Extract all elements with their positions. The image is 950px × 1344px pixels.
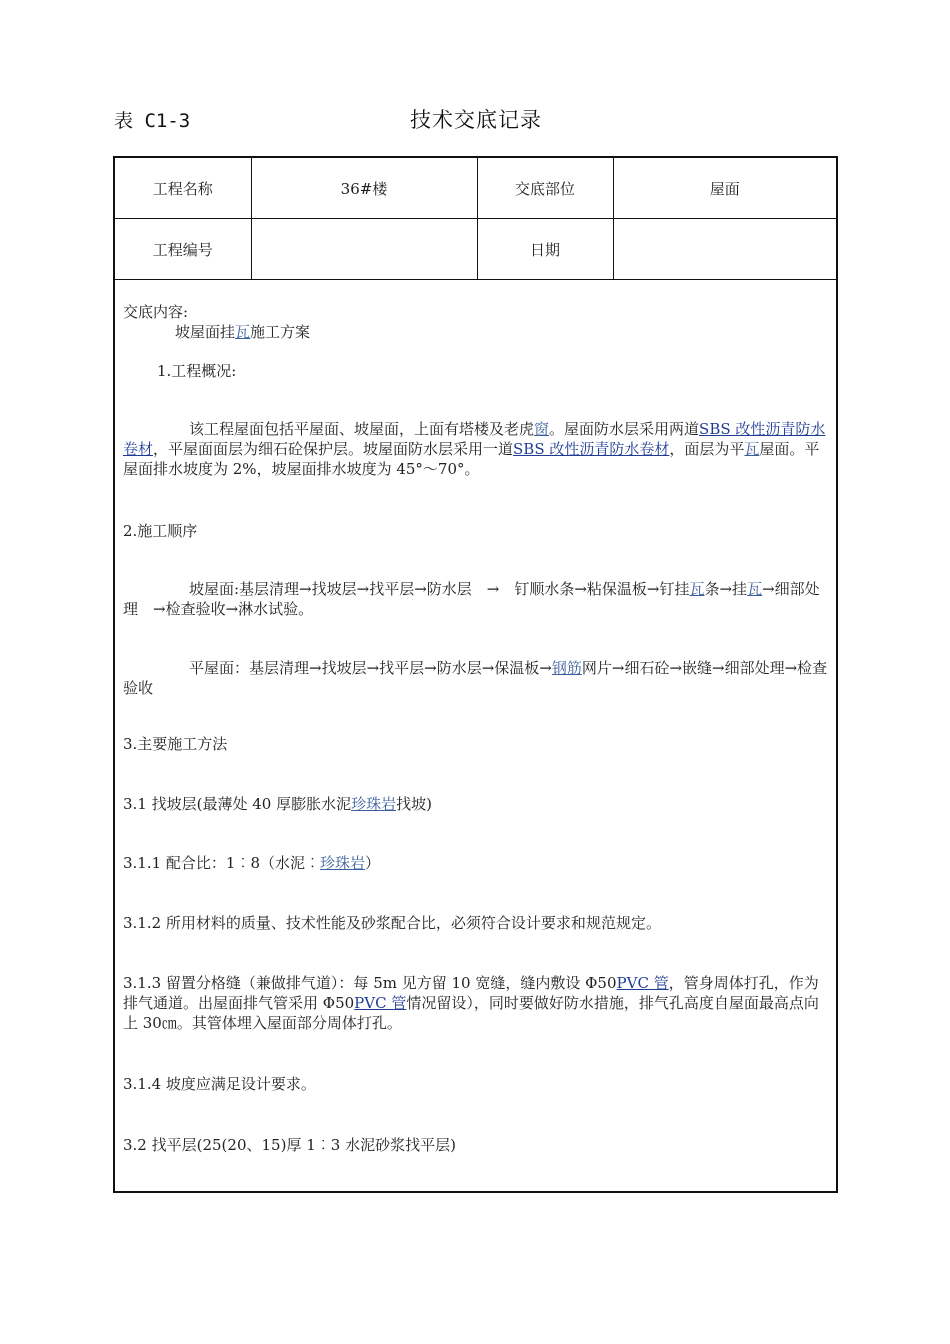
project-no-label: 工程编号	[115, 219, 251, 280]
body-text: ，平屋面面层为细石砼保护层。坡屋面防水层采用一道	[153, 440, 514, 458]
plan-title	[175, 322, 310, 342]
plan-title-text: 施工方案	[250, 323, 311, 341]
document-title: 技术交底记录	[410, 108, 542, 132]
project-no-value	[251, 219, 477, 280]
section-3-2: 3.2 找平层(25(20、15)厚 1︰3 水泥砂浆找平层)	[123, 1136, 456, 1154]
project-name-label: 工程名称	[115, 158, 251, 219]
section-3-1-2: 3.1.2 所用材料的质量、技术性能及砂浆配合比，必须符合设计要求和规范规定。	[123, 914, 661, 932]
content-heading: 交底内容:	[123, 303, 189, 321]
section-3-title: 3.主要施工方法	[123, 735, 228, 753]
section-3-1-4: 3.1.4 坡度应满足设计要求。	[123, 1075, 316, 1093]
plan-title-text: 坡屋面挂	[175, 323, 236, 341]
tile-link[interactable]: 瓦	[744, 440, 760, 458]
section-3-1-3	[123, 973, 830, 1033]
pvc-pipe-link[interactable]: PVC 管	[616, 974, 669, 992]
body-text: 网片→细石砼→嵌缝→细部处理→检查验收	[123, 659, 828, 697]
section-1-title: 1.工程概况:	[157, 362, 237, 380]
sbs-membrane-link[interactable]: SBS 改性沥青防水卷材	[123, 420, 826, 458]
flat-roof-sequence	[123, 658, 830, 698]
table-row	[115, 219, 836, 280]
tile-link[interactable]: 瓦	[235, 323, 251, 341]
rebar-link[interactable]: 钢筋	[551, 659, 582, 677]
section-2-title: 2.施工顺序	[123, 522, 198, 540]
body-text: 该工程屋面包括平屋面、坡屋面，上面有塔楼及老虎	[189, 420, 535, 438]
location-value: 屋面	[613, 158, 836, 219]
body-text: ，管身周体打孔，作为排气通道。出屋面排气管采用 Φ50	[123, 974, 819, 1012]
body-text: 3.1.3 留置分格缝（兼做排气道）：每 5m 见方留 10 宽缝，缝内敷设 Φ50	[123, 974, 617, 992]
record-sheet	[113, 156, 838, 1193]
slope-roof-sequence	[123, 579, 830, 619]
body-text: 。屋面防水层采用两道	[549, 420, 700, 438]
tile-link[interactable]: 瓦	[689, 580, 705, 598]
perlite-link[interactable]: 珍珠岩	[320, 854, 366, 872]
sbs-membrane-link[interactable]: SBS 改性沥青防水卷材	[513, 440, 670, 458]
window-link[interactable]: 窗	[534, 420, 550, 438]
perlite-link[interactable]: 珍珠岩	[351, 795, 397, 813]
body-text: 屋面。平屋面排水坡度为 2%，坡屋面排水坡度为 45°～70°。	[123, 440, 820, 478]
body-text: 条→挂	[704, 580, 748, 598]
form-code: 表 C1-3	[114, 110, 191, 132]
location-label: 交底部位	[477, 158, 613, 219]
section-3-1	[123, 794, 432, 814]
date-label: 日期	[477, 219, 613, 280]
info-table	[115, 158, 836, 280]
date-value	[613, 219, 836, 280]
body-text: 3.1.1 配合比：1︰8（水泥︰	[123, 854, 321, 872]
section-3-1-1	[123, 853, 380, 873]
pvc-pipe-link[interactable]: PVC 管	[354, 994, 407, 1012]
project-name-value: 36#楼	[251, 158, 477, 219]
body-text: 坡屋面:基层清理→找坡层→找平层→防水层 → 钉顺水条→粘保温板→钉挂	[189, 580, 690, 598]
body-text: 情况留设），同时要做好防水措施，排气孔高度自屋面最高点向上 30㎝。其管体埋入屋面部分周体打孔。	[123, 994, 819, 1032]
body-text: 3.1 找坡层(最薄处 40 厚膨胀水泥	[123, 795, 352, 813]
body-text: ，面层为平	[669, 440, 745, 458]
body-text: 找坡)	[396, 795, 432, 813]
tile-link[interactable]: 瓦	[747, 580, 763, 598]
table-row	[115, 158, 836, 219]
body-text: 平屋面：基层清理→找坡层→找平层→防水层→保温板→	[189, 659, 552, 677]
body-text: →细部处理 →检查验收→淋水试验。	[123, 580, 820, 618]
section-1-body	[123, 419, 830, 479]
body-text: ）	[365, 854, 381, 872]
